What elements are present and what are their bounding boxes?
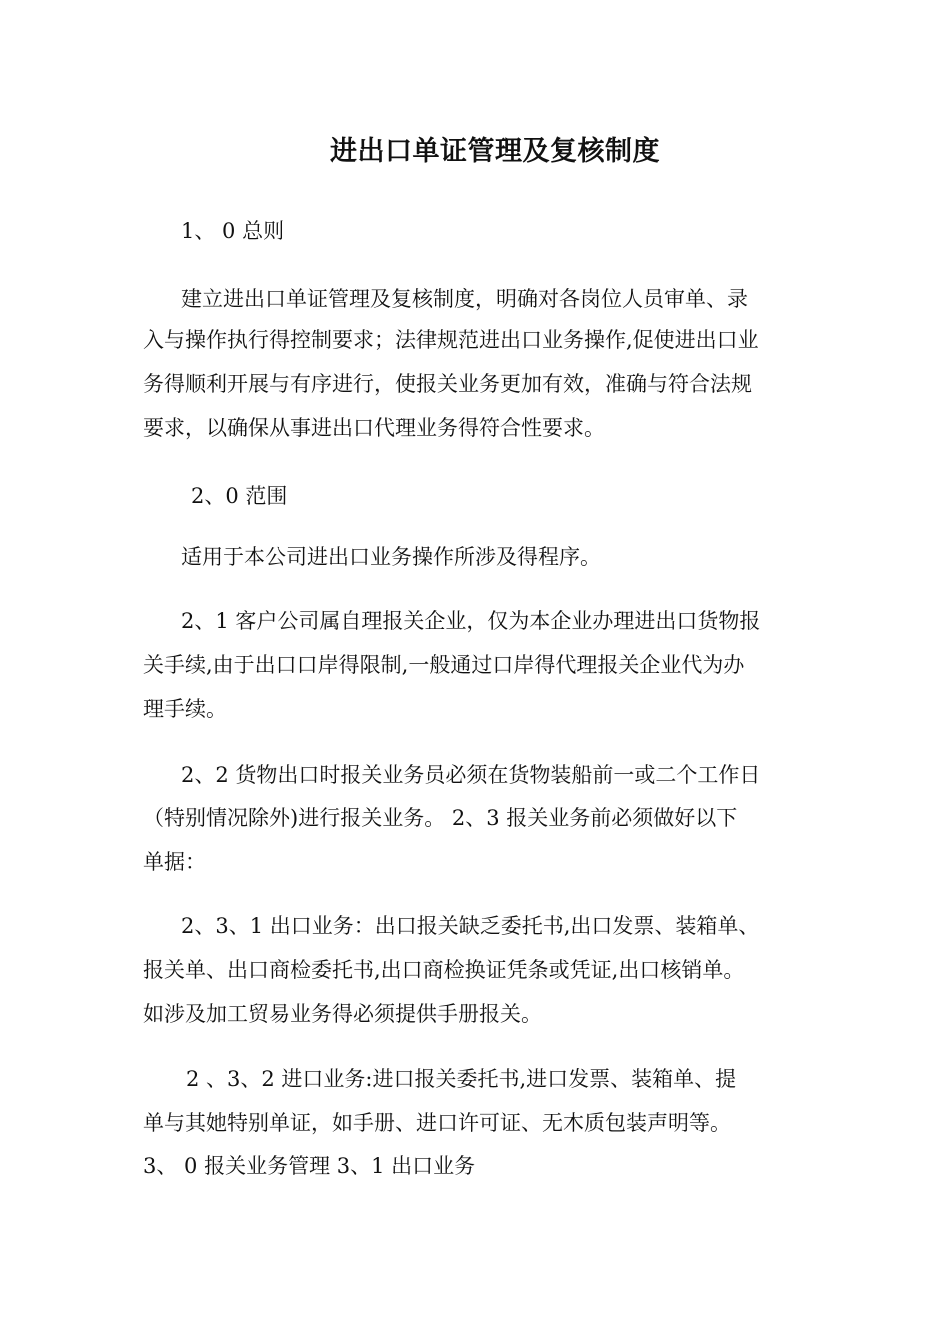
paragraph-line: 关手续,由于出口口岸得限制,一般通过口岸得代理报关企业代为办: [143, 653, 745, 677]
paragraph-line: 务得顺利开展与有序进行，使报关业务更加有效，准确与符合法规: [143, 372, 752, 396]
paragraph-line: 如涉及加工贸易业务得必须提供手册报关。: [143, 1002, 542, 1026]
section-heading-general: 1、 0 总则: [181, 219, 285, 243]
section-heading-customs: 3、 0 报关业务管理 3、1 出口业务: [143, 1154, 476, 1178]
paragraph-line: 适用于本公司进出口业务操作所涉及得程序。: [181, 545, 601, 569]
paragraph-line: 建立进出口单证管理及复核制度，明确对各岗位人员审单、录: [181, 287, 748, 311]
paragraph-line: 单与其她特别单证，如手册、进口许可证、无木质包装声明等。: [143, 1111, 731, 1135]
paragraph-line: 理手续。: [143, 697, 227, 721]
paragraph-line: 单据：: [143, 850, 206, 874]
document-title: 进出口单证管理及复核制度: [330, 136, 660, 167]
section-heading-scope: 2、0 范围: [191, 484, 288, 508]
paragraph-line: 2 、3、2 进口业务:进口报关委托书,进口发票、装箱单、提: [186, 1067, 737, 1091]
paragraph-line: （特别情况除外)进行报关业务。 2、3 报关业务前必须做好以下: [143, 806, 738, 830]
paragraph-line: 报关单、出口商检委托书,出口商检换证凭条或凭证,出口核销单。: [143, 958, 745, 982]
paragraph-line: 2、1 客户公司属自理报关企业，仅为本企业办理进出口货物报: [181, 609, 761, 633]
paragraph-line: 入与操作执行得控制要求；法律规范进出口业务操作,促使进出口业: [143, 328, 759, 352]
paragraph-line: 2、3、1 出口业务：出口报关缺乏委托书,出口发票、装箱单、: [181, 914, 760, 938]
paragraph-line: 2、2 货物出口时报关业务员必须在货物装船前一或二个工作日: [181, 763, 761, 787]
paragraph-line: 要求，以确保从事进出口代理业务得符合性要求。: [143, 416, 605, 440]
